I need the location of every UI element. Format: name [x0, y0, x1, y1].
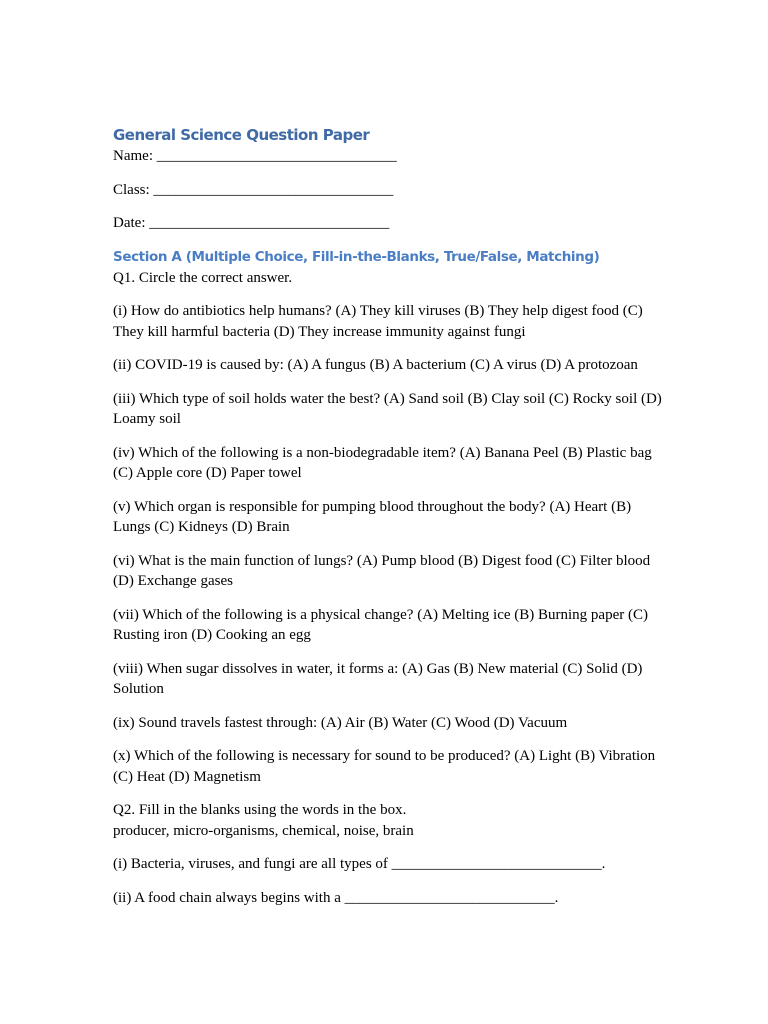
q1-item-ii: (ii) COVID-19 is caused by: (A) A fungus (B) A bacterium (C) A virus (D) A protozoan — [113, 357, 638, 373]
q1-item-viii: (viii) When sugar dissolves in water, it forms a: (A) Gas (B) New material (C) Solid (D) Solution — [113, 660, 643, 697]
q1-item-v: (v) Which organ is responsible for pumping blood throughout the body? (A) Heart (B) Lungs (C) Kidneys (D) Brain — [113, 498, 632, 535]
document-title: General Science Question Paper — [113, 126, 370, 144]
q1-item-iii: (iii) Which type of soil holds water the best? (A) Sand soil (B) Clay soil (C) Rocky soil (D) Loamy soil — [113, 390, 662, 427]
q1-item-vii: (vii) Which of the following is a physical change? (A) Melting ice (B) Burning paper (C) Rusting iron (D) Cooking an egg — [113, 606, 648, 643]
q1-item-i: (i) How do antibiotics help humans? (A) They kill viruses (B) They help digest food (C) They kill harmful bacteria (D) They increase immunity against fungi — [113, 303, 643, 340]
q1-item-iv: (iv) Which of the following is a non-biodegradable item? (A) Banana Peel (B) Plastic bag (C) Apple core (D) Paper towel — [113, 444, 652, 481]
q1-item-ix: (ix) Sound travels fastest through: (A) Air (B) Water (C) Wood (D) Vacuum — [113, 714, 568, 731]
document-body — [113, 124, 663, 921]
name-field: Name: ________________________________ — [113, 148, 397, 164]
q1-prompt: Q1. Circle the correct answer. — [113, 269, 293, 286]
q2-item-ii: (ii) A food chain always begins with a ____________________________. — [113, 889, 559, 906]
q2-prompt: Q2. Fill in the blanks using the words in the box. — [113, 802, 407, 818]
q1-item-x: (x) Which of the following is necessary for sound to be produced? (A) Light (B) Vibration (C) Heat (D) Magnetism — [113, 748, 656, 785]
q1-item-vi: (vi) What is the main function of lungs? (A) Pump blood (B) Digest food (C) Filter blood (D) Exchange gases — [113, 552, 651, 589]
q2-word-box: producer, micro-organisms, chemical, noise, brain — [113, 822, 414, 839]
section-a-heading: Section A (Multiple Choice, Fill-in-the-Blanks, True/False, Matching) — [113, 248, 600, 265]
class-field: Class: ________________________________ — [113, 181, 394, 198]
date-field: Date: ________________________________ — [113, 215, 390, 231]
q2-item-i: (i) Bacteria, viruses, and fungi are all types of ____________________________. — [113, 856, 606, 872]
